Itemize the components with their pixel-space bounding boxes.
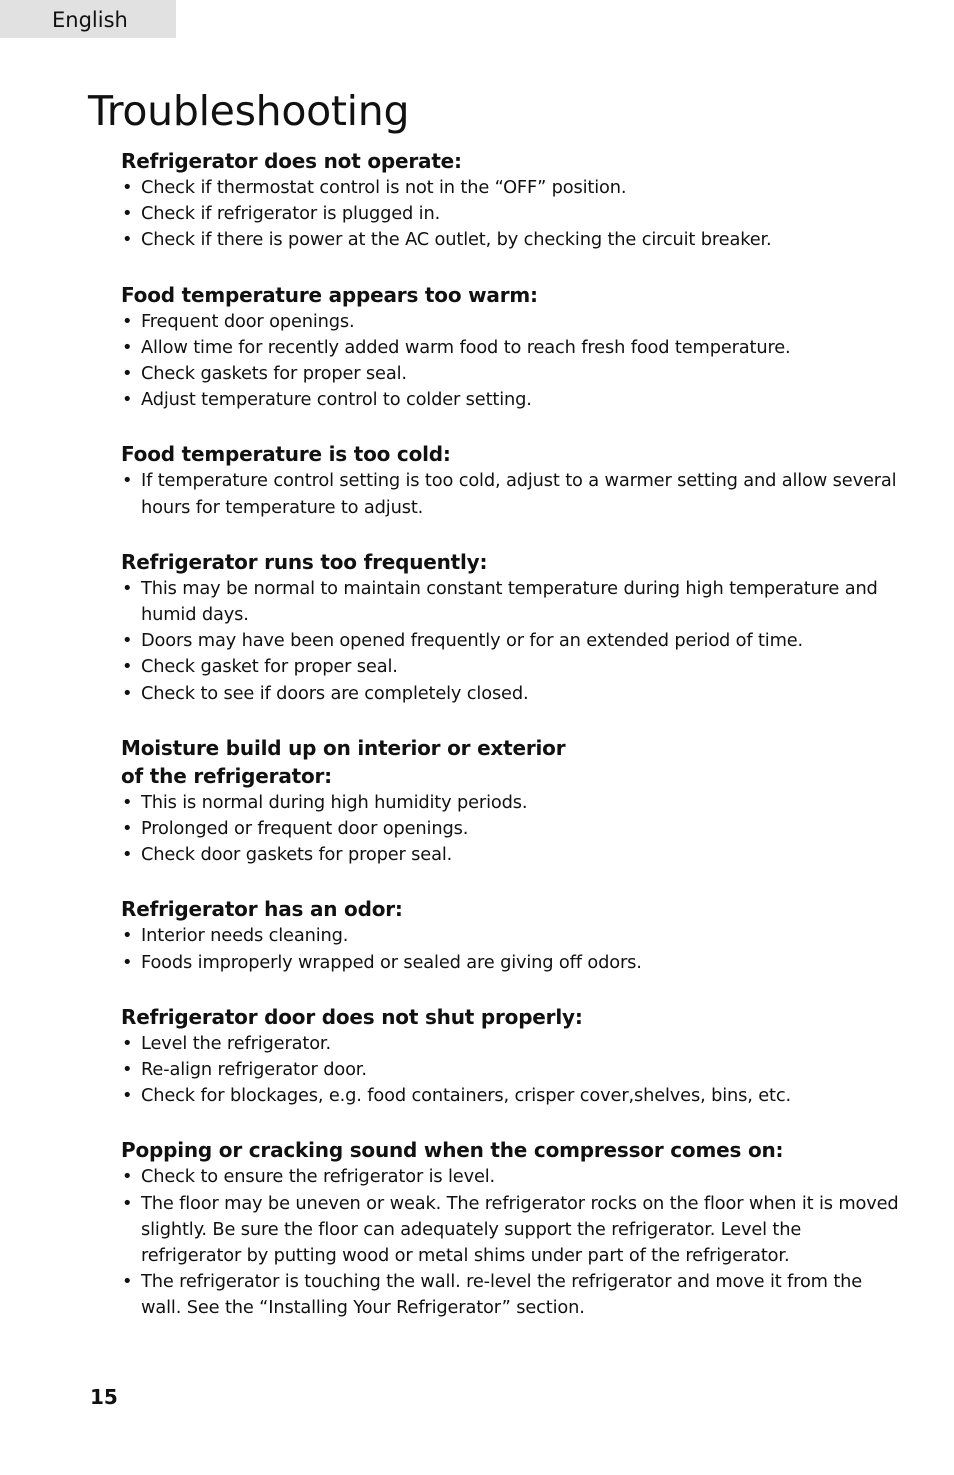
bullet-icon: • [122, 818, 133, 840]
list-item: • Doors may have been opened frequently or for an extended period of time. [121, 628, 901, 654]
bullet-list [121, 790, 901, 869]
list-item: • This is normal during high humidity periods. [121, 790, 901, 816]
section-heading: Food temperature is too cold: [121, 442, 451, 467]
section-heading: Refrigerator has an odor: [121, 897, 403, 922]
bullet-icon: • [122, 1166, 133, 1188]
section-popping-sound [121, 1136, 901, 1321]
bullet-icon: • [122, 1059, 133, 1081]
section-heading: Popping or cracking sound when the compressor comes on: [121, 1138, 784, 1163]
list-item: • Check to see if doors are completely closed. [121, 681, 901, 707]
section-runs-frequently [121, 548, 901, 707]
bullet-list [121, 468, 901, 520]
list-item: • Check if refrigerator is plugged in. [121, 201, 901, 227]
list-item: • Adjust temperature control to colder setting. [121, 387, 901, 413]
bullet-icon: • [122, 310, 133, 332]
section-heading: Moisture build up on interior or exterior of the refrigerator: [121, 735, 566, 788]
list-item: • Foods improperly wrapped or sealed are giving off odors. [121, 950, 901, 976]
list-item: • Level the refrigerator. [121, 1031, 901, 1057]
list-item: • Check if there is power at the AC outlet, by checking the circuit breaker. [121, 227, 901, 253]
bullet-icon: • [122, 1085, 133, 1107]
list-item: • Allow time for recently added warm food to reach fresh food temperature. [121, 335, 901, 361]
section-too-warm [121, 281, 901, 414]
bullet-icon: • [122, 1271, 133, 1293]
bullet-icon: • [122, 336, 133, 358]
page-title: Troubleshooting [88, 87, 410, 135]
section-heading: Refrigerator does not operate: [121, 149, 462, 173]
section-odor [121, 895, 901, 975]
section-moisture [121, 734, 901, 869]
page-number: 15 [90, 1385, 118, 1409]
list-item: • Check for blockages, e.g. food containers, crisper cover,shelves, bins, etc. [121, 1083, 901, 1109]
bullet-icon: • [122, 363, 133, 385]
bullet-icon: • [122, 1032, 133, 1054]
bullet-list [121, 175, 901, 254]
list-item: • The refrigerator is touching the wall. re-level the refrigerator and move it from the wall. See the “Installing Your Refrigerator” section. [122, 1271, 863, 1319]
bullet-icon: • [122, 682, 133, 704]
section-heading: Refrigerator runs too frequently: [121, 549, 488, 574]
list-item: • Check gaskets for proper seal. [121, 361, 901, 387]
bullet-list [121, 923, 901, 975]
section-heading: Refrigerator door does not shut properly: [121, 1004, 583, 1029]
language-tab: English [0, 0, 176, 38]
list-item: • This may be normal to maintain constant temperature during high temperature and humid days. [122, 577, 878, 626]
bullet-icon: • [122, 951, 133, 973]
bullet-icon: • [122, 389, 133, 411]
bullet-icon: • [122, 630, 133, 652]
list-item: • Interior needs cleaning. [121, 923, 901, 949]
bullet-icon: • [122, 791, 133, 813]
bullet-icon: • [122, 229, 133, 251]
list-item: • Check gasket for proper seal. [121, 654, 901, 680]
bullet-icon: • [122, 656, 133, 678]
list-item: • The floor may be uneven or weak. The refrigerator rocks on the floor when it is moved slightly. Be sure the floor can adequately support the refrigerator. Level the refrigerator by putting wood or metal shims under part of the refrigerator. [122, 1192, 899, 1267]
list-item: • Check door gaskets for proper seal. [121, 842, 901, 868]
list-item: • Check to ensure the refrigerator is level. [121, 1164, 901, 1190]
bullet-list [121, 309, 901, 414]
list-item: • Prolonged or frequent door openings. [121, 816, 901, 842]
section-heading: Food temperature appears too warm: [121, 282, 538, 307]
bullet-icon: • [122, 470, 133, 492]
bullet-icon: • [122, 203, 133, 225]
bullet-icon: • [122, 1192, 133, 1214]
bullet-list [121, 1164, 901, 1321]
section-does-not-operate [121, 147, 901, 254]
bullet-list [121, 576, 901, 707]
troubleshooting-content [121, 147, 901, 1349]
bullet-icon: • [122, 177, 133, 198]
bullet-icon: • [122, 925, 133, 947]
list-item: • If temperature control setting is too cold, adjust to a warmer setting and allow several hours for temperature to adjust. [122, 470, 897, 518]
list-item: • Re-align refrigerator door. [121, 1057, 901, 1083]
bullet-icon: • [122, 844, 133, 866]
section-too-cold [121, 440, 901, 520]
list-item: • Frequent door openings. [121, 309, 901, 335]
section-door-shut [121, 1003, 901, 1110]
bullet-list [121, 1031, 901, 1110]
list-item: • Check if thermostat control is not in the “OFF” position. [121, 175, 901, 201]
bullet-icon: • [122, 577, 133, 599]
